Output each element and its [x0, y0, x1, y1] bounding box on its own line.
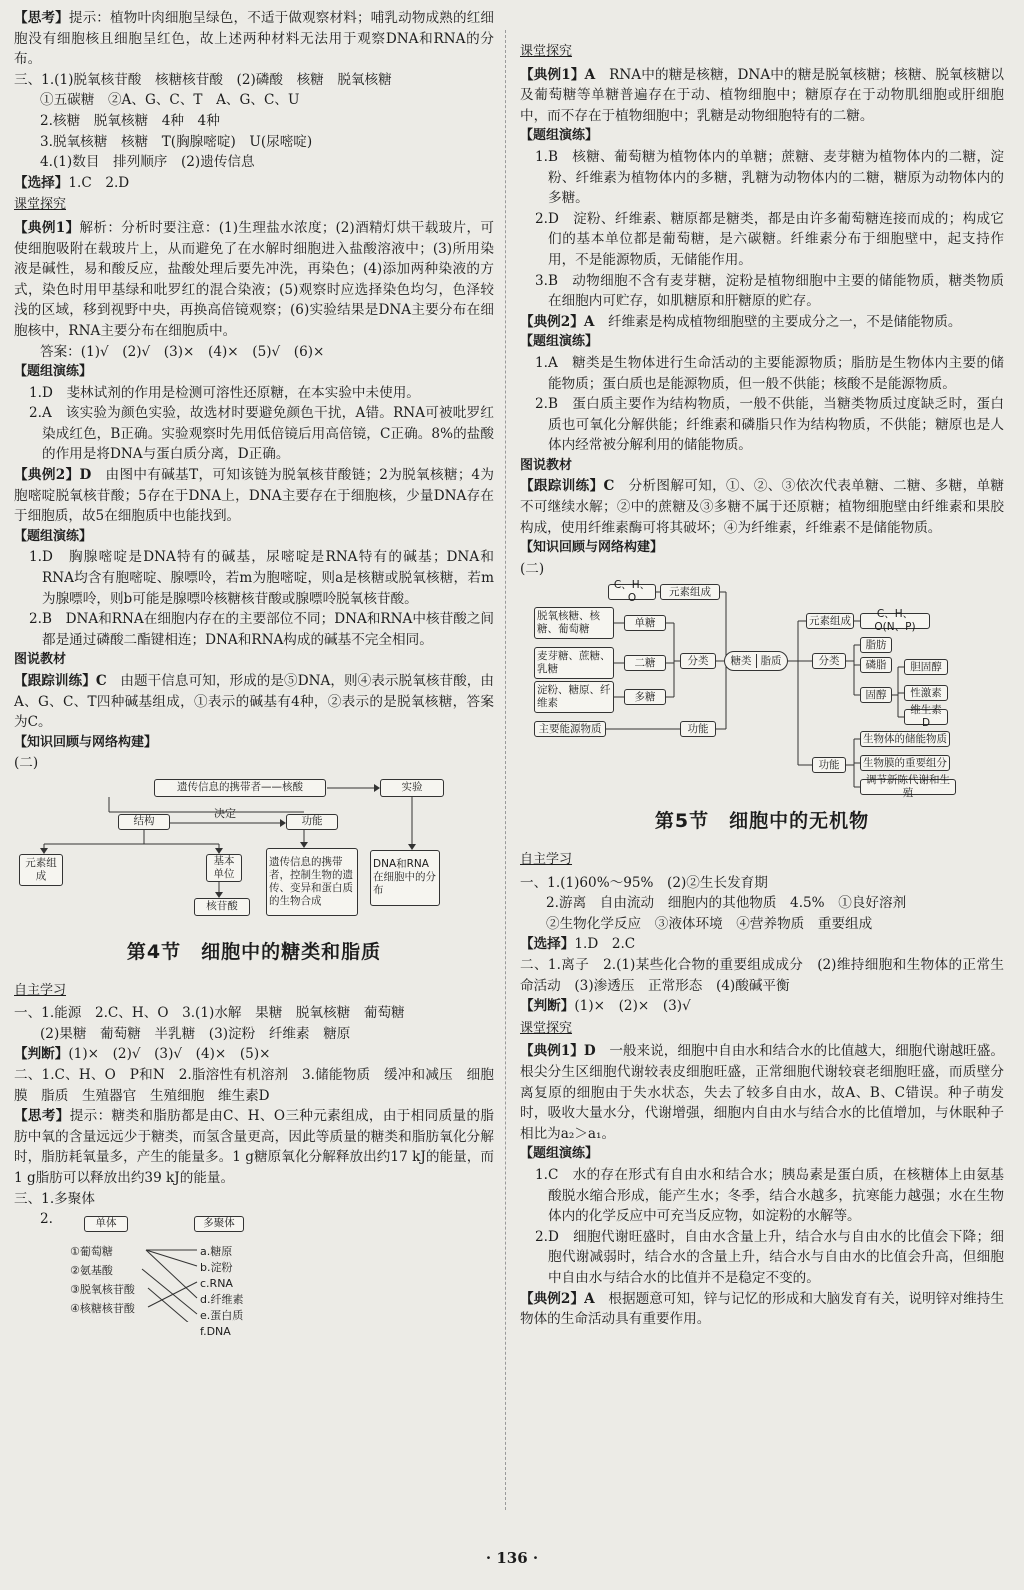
- sugar-lipid-ellipse: [724, 651, 788, 671]
- left-column: [14, 8, 495, 1338]
- ellipse-divider: [756, 654, 757, 668]
- choose-answers: [14, 173, 494, 194]
- choose-tag: 【选择】: [520, 936, 575, 953]
- choose-answers: [520, 934, 1004, 955]
- monomer-head: 单体: [84, 1216, 128, 1232]
- tracking-exercise: [520, 476, 1004, 538]
- section-heading-zizhu: 自主学习: [14, 982, 67, 998]
- judge-tag: 【判断】: [14, 1046, 69, 1063]
- vitamin-d-box: 维生素D: [904, 709, 948, 725]
- review-sub: (二): [520, 560, 545, 577]
- drill-item: 3.B 动物细胞不含有麦芽糖，淀粉是植物细胞中主要的储能物质，糖类物质在细胞内可贮存，如肌糖原和肝糖原的贮存。: [535, 272, 1004, 310]
- polymer-item: b.淀粉: [200, 1260, 233, 1274]
- drill-heading: 【题组演练】: [14, 528, 93, 544]
- drill-heading: 【题组演练】: [520, 128, 599, 144]
- element-composition-box-2: 元素组成: [806, 613, 854, 629]
- drill-heading: 【题组演练】: [520, 1146, 599, 1162]
- right-column: [520, 8, 1004, 1330]
- choose-body: 1.C 2.D: [68, 174, 130, 191]
- s3-line: 4.(1)数目 排列顺序 (2)遗传信息: [40, 154, 255, 171]
- drill-heading: 【题组演练】: [520, 334, 599, 350]
- element-composition-box: 元素组成: [19, 854, 63, 886]
- example-tag: 【典例2】D: [14, 467, 92, 484]
- monomer-item: ②氨基酸: [70, 1263, 113, 1277]
- monomer-item: ①葡萄糖: [70, 1244, 113, 1258]
- section-5-title: 第5节 细胞中的无机物: [654, 810, 870, 833]
- track-tag: 【跟踪训练】C: [14, 673, 107, 689]
- s3b-2: 2.: [40, 1211, 53, 1228]
- sex-hormone-box: 性激素: [904, 685, 948, 701]
- track-body: 由题干信息可知，形成的是⑤DNA，则④表示脱氧核苷酸，由A、G、C、T四种碱基组成，①表示的碱基有4种，②表示的是脱氧核糖，答案为C。: [14, 673, 494, 731]
- s3b-line: 三、1.多聚体: [14, 1190, 95, 1207]
- s1-line: ②生物化学反应 ③液体环境 ④营养物质 重要组成: [546, 915, 873, 932]
- example-tag: 【典例1】A: [520, 66, 596, 83]
- judge-tag: 【判断】: [520, 998, 575, 1015]
- monomer-polymer-match: [14, 1212, 494, 1338]
- think-tag: 【思考】: [14, 1108, 70, 1125]
- example-1: [14, 218, 494, 342]
- section-3-answers: [14, 70, 494, 173]
- review-heading: 【知识回顾与网络构建】: [520, 540, 664, 556]
- drill-item: 1.C 水的存在形式有自由水和结合水；胰岛素是蛋白质，在核糖体上由氨基酸脱水缩合形成，能产生水；冬季，结合水越多，抗寒能力越强；水在生物体内的化学反应中可充当反应物，如淀粉的水解等。: [535, 1166, 1004, 1225]
- nucleic-acid-carrier-box: 遗传信息的携带者——核酸: [154, 779, 326, 797]
- experiment-box: 实验: [380, 779, 444, 797]
- example-tag: 【典例1】: [14, 219, 80, 236]
- sugar-lipid-diagram: [520, 579, 1004, 800]
- s3-line: 三、1.(1)脱氧核苷酸 核糖核苷酸 (2)磷酸 核糖 脱氧核糖: [14, 71, 392, 88]
- judge-answers: [520, 996, 1004, 1017]
- judge-body: (1)× (2)× (3)√: [574, 998, 691, 1015]
- example-tag: 【典例2】A: [520, 1290, 595, 1307]
- s3-line: 2.核糖 脱氧核糖 4种 4种: [40, 112, 220, 129]
- function-box: 功能: [680, 721, 716, 737]
- drill-item: 2.B 蛋白质主要作为结构物质，一般不供能，当糖类物质过度缺乏时，蛋白质也可氧化分解供能；纤维素和磷脂只作为结构物质，不供能；糖原也是人体内经常被分解利用的储能物质。: [535, 396, 1004, 454]
- nucleic-acid-diagram: [14, 778, 494, 928]
- think-note-1: [14, 8, 494, 70]
- monomer-item: ④核糖核苷酸: [70, 1301, 135, 1315]
- example-body: 解析：分析时要注意：(1)生理盐水浓度；(2)酒精灯烘干载玻片，可使细胞吸附在载玻片上，从而避免了在水解时细胞进入盐酸溶液中；(3)所用染液是碱性，易和酸反应，盐酸处理后要先冲洗，再染色；(4)添加两种染液的方式，染色时用甲基绿和吡罗红的混合染液；(5)观察时应选择染色均匀，色泽较浅的区域，移到视野中央，再换高倍镜观察；(6)实验结果是DNA主要分布在细胞核中，RNA主要分布在细胞质中。: [14, 219, 494, 339]
- fat-box: 脂肪: [860, 637, 892, 653]
- polymer-item: e.蛋白质: [200, 1308, 244, 1322]
- choose-body: 1.D 2.C: [574, 936, 636, 953]
- sterol-box: 固醇: [860, 687, 892, 703]
- page-number: · 136 ·: [485, 1549, 539, 1567]
- track-body: 分析图解可知，①、②、③依次代表单糖、二糖、多糖，单糖不可继续水解；②中的蔗糖及③多糖不属于还原糖；植物细胞壁由纤维素和果胶构成，使用纤维素酶可将其破坏；④为纤维素，纤维素不是储能物质。: [520, 478, 1004, 536]
- drill-item: 2.A 该实验为颜色实验，故选材时要避免颜色干扰，A错。RNA可被吡罗红染成红色，B正确。实验观察时先用低倍镜后用高倍镜，C正确。8%的盐酸的作用是将DNA与蛋白质分离，D正确。: [29, 405, 494, 463]
- monomer-item: ③脱氧核苷酸: [70, 1282, 135, 1296]
- s2-line: 二、1.离子 2.(1)某些化合物的重要组成成分 (2)维持细胞和生物体的正常生命活动 (3)渗透压 正常形态 (4)酸碱平衡: [520, 957, 1004, 994]
- example-4: [520, 1289, 1004, 1330]
- judge-body: (1)× (2)√ (3)√ (4)× (5)×: [68, 1046, 271, 1063]
- s3-line: ①五碳糖 ②A、G、C、T A、G、C、U: [40, 92, 300, 109]
- monosaccharide-box: 单糖: [624, 615, 666, 631]
- s1-line: 一、1.(1)60%～95% (2)②生长发育期: [520, 874, 768, 891]
- choose-tag: 【选择】: [14, 174, 69, 191]
- think-tag: 【思考】: [14, 10, 69, 26]
- polymer-item: c.RNA: [200, 1276, 233, 1290]
- chonp-box: C、H、O(N、P): [860, 613, 930, 629]
- lipid-label: 脂质: [760, 654, 782, 667]
- example-1-answer: 答案：(1)√ (2)√ (3)× (4)× (5)√ (6)×: [40, 343, 325, 360]
- structure-box: 结构: [118, 814, 170, 830]
- cho-box: C、H、O: [608, 584, 656, 600]
- example-2: [520, 312, 1004, 333]
- section-heading-tushuo: 图说教材: [14, 652, 67, 668]
- s2-line: 二、1.C、H、O P和N 2.脂溶性有机溶剂 3.储能物质 缓冲和减压 细胞膜 脂质 生殖器官 生殖细胞 维生素D: [14, 1066, 494, 1104]
- review-heading: 【知识回顾与网络构建】: [14, 734, 158, 750]
- think-note-2: [14, 1106, 494, 1188]
- drill-item: 1.B 核糖、葡萄糖为植物体内的单糖；蔗糖、麦芽糖为植物体内的二糖，淀粉、纤维素为植物体内的多糖，乳糖为动物体内的二糖，糖原为动物体内的多糖。: [535, 148, 1004, 207]
- polysaccharide-box: 多糖: [624, 689, 666, 705]
- section-heading-ketang: 课堂探究: [520, 44, 573, 59]
- polymer-head: 多聚体: [194, 1216, 244, 1232]
- review-sub: (二): [14, 755, 39, 772]
- energy-source-box: 主要能源物质: [534, 721, 606, 737]
- disaccharide-box: 二糖: [624, 655, 666, 671]
- example-tag: 【典例1】D: [520, 1043, 596, 1060]
- polymer-item: a.糖原: [200, 1244, 233, 1258]
- think-body: 提示：糖类和脂肪都是由C、H、O三种元素组成，由于相同质量的脂肪中氧的含量远远少于糖类，而氢含量更高，因此等质量的糖类和脂肪氧化分解时，脂肪耗氧量多，产生的能量多。1 g糖原氧化分解释放出约17 kJ的能量，而1 g脂肪可以释放出约39 kJ的能量。: [14, 1108, 495, 1186]
- judge-answers: [14, 1044, 494, 1065]
- drill-item: 2.D 淀粉、纤维素、糖原都是糖类，都是由许多葡萄糖连接而成的；构成它们的基本单位都是葡萄糖，是六碳糖。纤维素分布于细胞壁中，起支持作用，不是能源物质，无储能作用。: [535, 210, 1004, 268]
- lipid-function-3: 调节新陈代谢和生殖: [860, 779, 956, 795]
- example-3: [520, 1041, 1004, 1144]
- lipid-function-2: 生物膜的重要组分: [860, 755, 950, 771]
- example-body: 一般来说，细胞中自由水和结合水的比值越大，细胞代谢越旺盛。根尖分生区细胞代谢较表皮细胞旺盛，正常细胞代谢较衰老细胞旺盛，而质壁分离复原的细胞由于失水状态，失去了较多自由水，故A、B、C错误。种子萌发时，吸收大量水分，代谢增强，细胞内自由水与结合水的比值增加，与休眠种子相比为a₂＞a₁。: [520, 1043, 1004, 1142]
- section-heading-zizhu: 自主学习: [520, 852, 573, 868]
- lipid-function-1: 生物体的储能物质: [860, 731, 950, 747]
- drill-item: 1.D 斐林试剂的作用是检测可溶性还原糖，在本实验中未使用。: [29, 384, 420, 401]
- drill-item: 2.B DNA和RNA在细胞内存在的主要部位不同；DNA和RNA中核苷酸之间都是通过磷酸二酯键相连；DNA和RNA构成的碱基不完全相同。: [29, 611, 494, 648]
- example-tag: 【典例2】A: [520, 313, 595, 330]
- think-body: 提示：植物叶肉细胞呈绿色，不适于做观察材料；哺乳动物成熟的红细胞没有细胞核且细胞呈红色，故上述两种材料无法用于观察DNA和RNA的分布。: [14, 10, 495, 68]
- tracking-exercise: [14, 671, 494, 733]
- classify-box-2: 分类: [812, 653, 846, 669]
- section-heading-ketang: 课堂探究: [14, 197, 67, 213]
- example-2: [14, 465, 494, 527]
- s1-line: 2.游离 自由流动 细胞内的其他物质 4.5% ①良好溶剂: [546, 895, 907, 912]
- example-body: 纤维素是构成植物细胞壁的主要成分之一，不是储能物质。: [594, 313, 962, 330]
- function-desc-box: 遗传信息的携带者，控制生物的遗传、变异和蛋白质的生物合成: [266, 848, 358, 916]
- s1-line: 一、1.能源 2.C、H、O 3.(1)水解 果糖 脱氧核糖 葡萄糖: [14, 1005, 405, 1022]
- decide-label: 决定: [214, 806, 236, 820]
- drill-item: 1.D 胸腺嘧啶是DNA特有的碱基，尿嘧啶是RNA特有的碱基；DNA和RNA均含有胞嘧啶、腺嘌呤，若m为胞嘧啶，则a是核糖或脱氧核糖，若m为腺嘌呤，则b可能是腺嘌呤核糖核苷酸或腺嘌呤脱氧核苷酸。: [29, 549, 494, 607]
- section-heading-ketang-2: 课堂探究: [520, 1020, 573, 1036]
- track-tag: 【跟踪训练】C: [520, 478, 615, 495]
- phospholipid-box: 磷脂: [860, 657, 892, 673]
- example-1: [520, 65, 1004, 127]
- section-4-title: 第4节 细胞中的糖类和脂质: [126, 940, 382, 963]
- polysaccharide-items: 淀粉、糖原、纤维素: [534, 681, 614, 713]
- nucleotide-box: 核苷酸: [194, 898, 250, 916]
- cholesterol-box: 胆固醇: [904, 659, 948, 675]
- basic-unit-box: 基本单位: [206, 854, 242, 882]
- example-body: RNA中的糖是核糖，DNA中的糖是脱氧核糖；核糖、脱氧核糖以及葡萄糖等单糖普遍存在于动、植物细胞中；糖原存在于动物肌细胞或肝细胞中，而不存在于植物细胞中；乳糖是动物细胞特有的二糖。: [520, 66, 1004, 124]
- sugar-label: 糖类: [730, 654, 752, 667]
- s1-line: (2)果糖 葡萄糖 半乳糖 (3)淀粉 纤维素 糖原: [40, 1025, 351, 1042]
- function-box-2: 功能: [812, 757, 846, 773]
- polymer-item: d.纤维素: [200, 1292, 244, 1306]
- section-heading-tushuo: 图说教材: [520, 457, 573, 473]
- drill-heading: 【题组演练】: [14, 364, 93, 380]
- drill-item: 1.A 糖类是生物体进行生命活动的主要能源物质；脂肪是生物体内主要的储能物质；蛋白质也是能源物质，但一般不供能；核酸不是能源物质。: [535, 354, 1004, 392]
- column-divider: [505, 30, 506, 1510]
- example-body: 由图中有碱基T，可知该链为脱氧核苷酸链；2为脱氧核糖；4为胞嘧啶脱氧核苷酸；5存在于DNA上，DNA主要存在于细胞核，少量DNA存在于细胞质，故5在细胞质中也能找到。: [14, 467, 494, 525]
- disaccharide-items: 麦芽糖、蔗糖、乳糖: [534, 647, 614, 679]
- function-box: 功能: [286, 814, 338, 830]
- classify-box: 分类: [680, 653, 716, 669]
- polymer-item: f.DNA: [200, 1324, 231, 1338]
- drill-item: 2.D 细胞代谢旺盛时，自由水含量上升，结合水与自由水的比值会下降；细胞代谢减弱时，结合水的含量上升，结合水与自由水的比值会升高，但细胞中自由水与结合水的比值并不是稳定不变的。: [535, 1228, 1004, 1286]
- s3-line: 3.脱氧核糖 核糖 T(胸腺嘧啶) U(尿嘧啶): [40, 133, 313, 150]
- distribution-box: DNA和RNA在细胞中的分布: [370, 850, 440, 906]
- element-composition-box: 元素组成: [660, 584, 720, 600]
- example-body: 根据题意可知，锌与记忆的形成和大脑发育有关，说明锌对维持生物体的生命活动具有重要作用。: [520, 1290, 1004, 1328]
- monosaccharide-items: 脱氧核糖、核糖、葡萄糖: [534, 607, 614, 639]
